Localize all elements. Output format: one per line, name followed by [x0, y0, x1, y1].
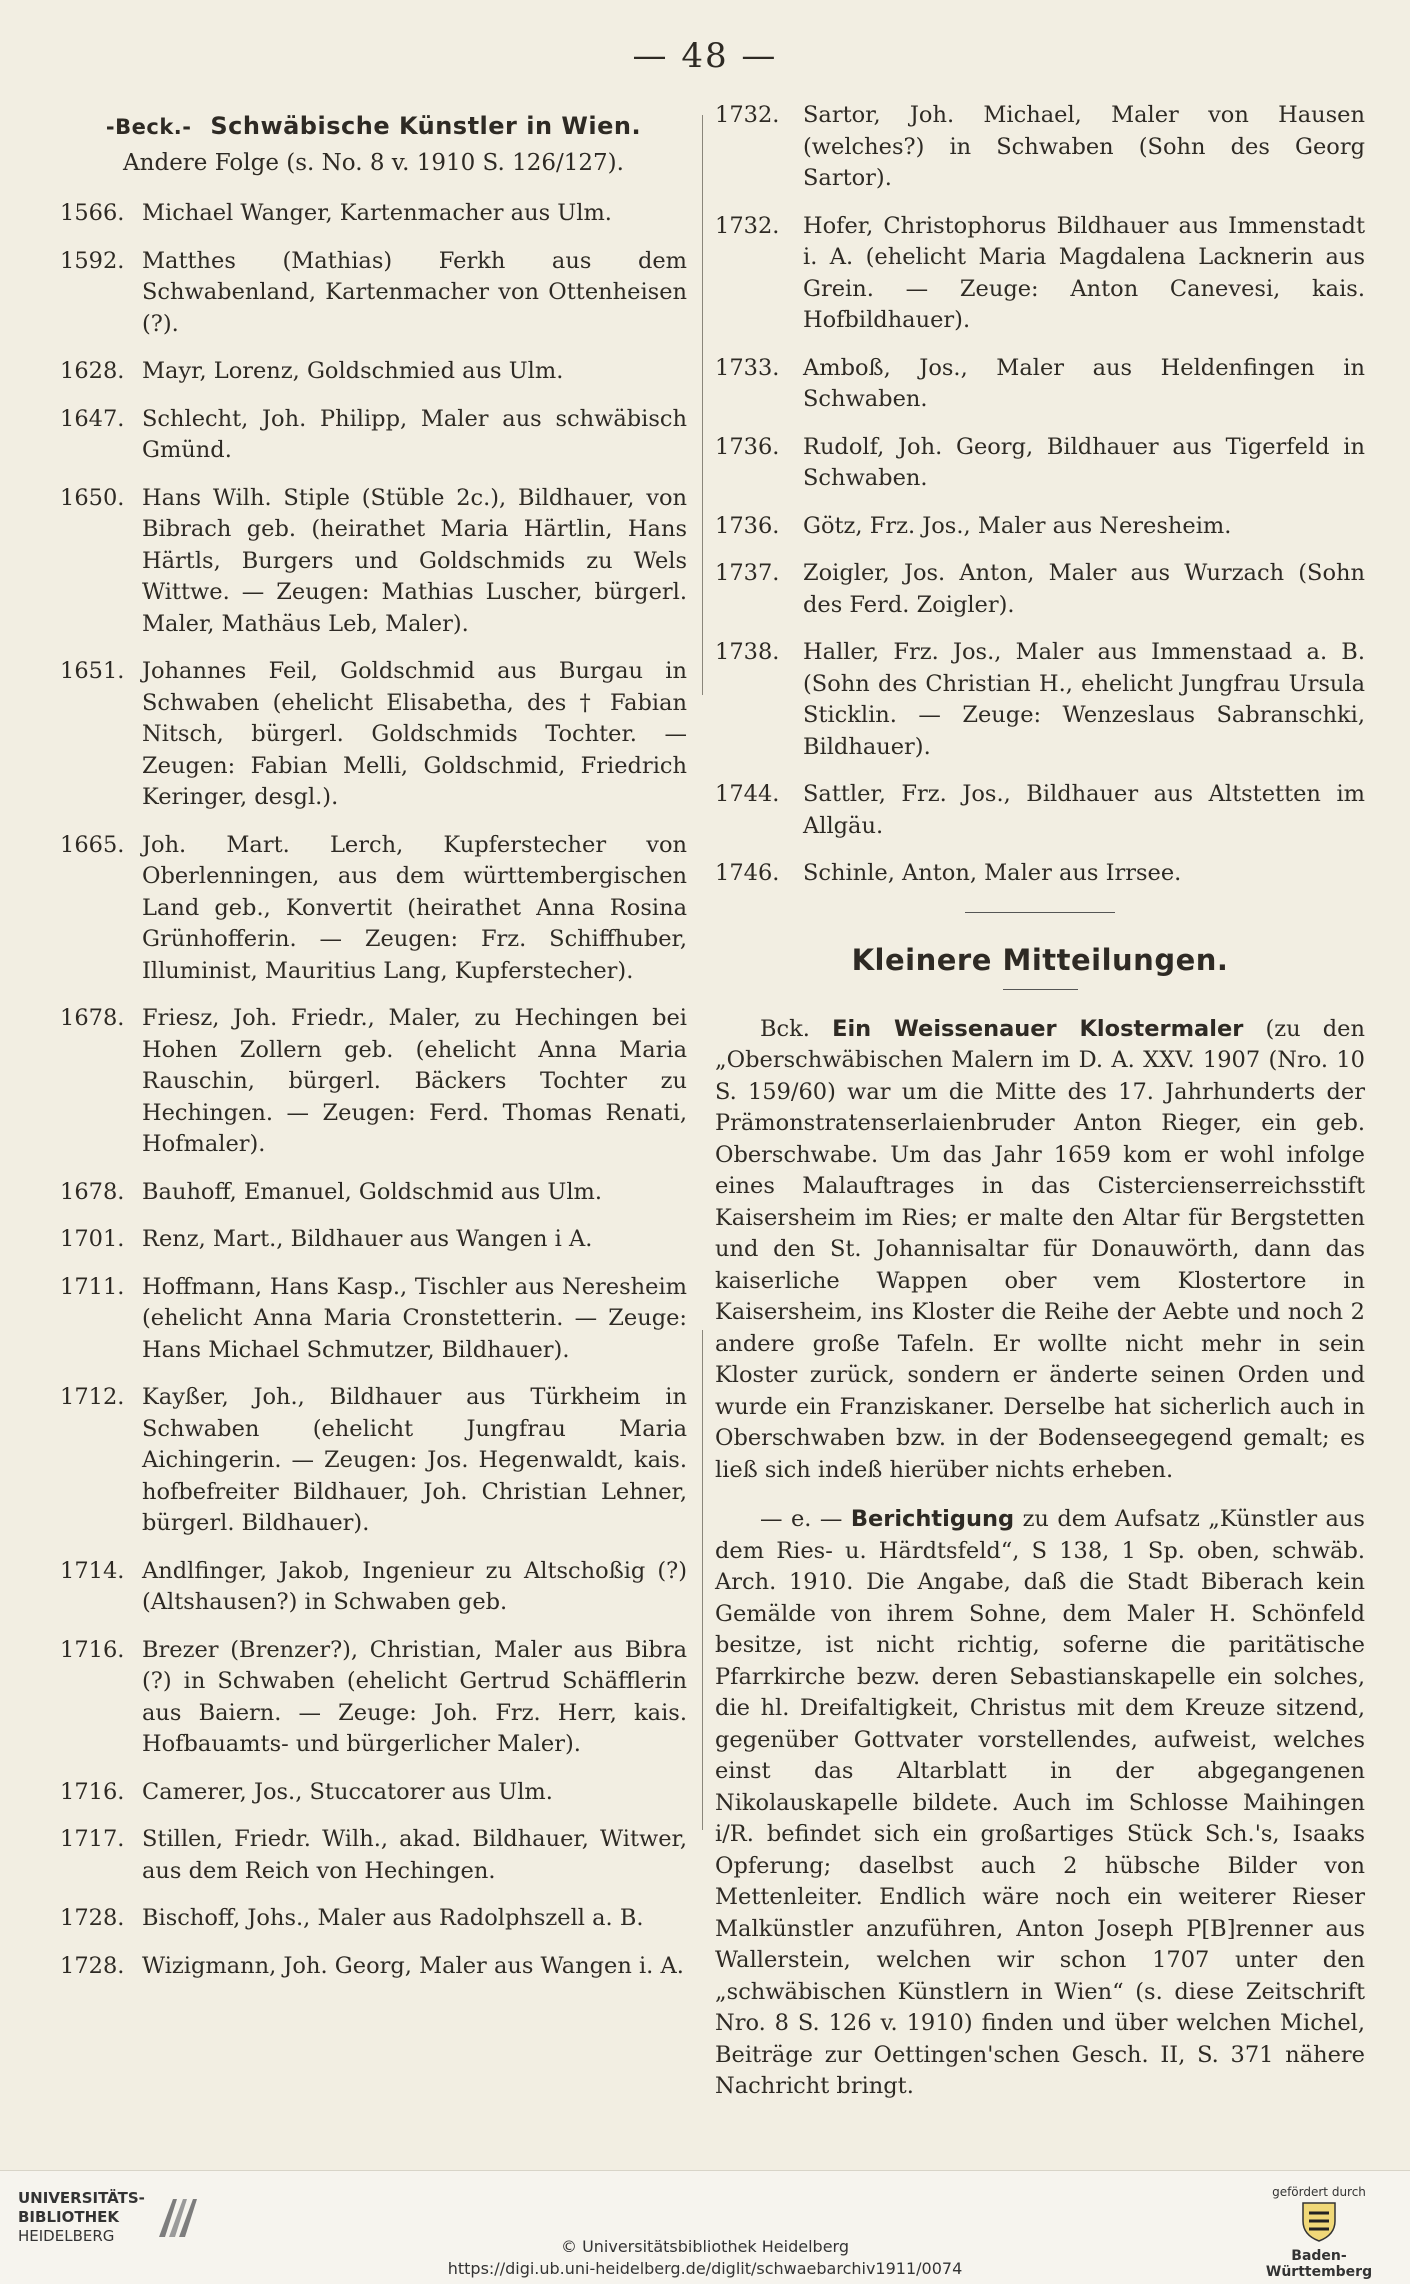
- entry-list: [715, 100, 1365, 890]
- list-item: [715, 353, 1365, 416]
- list-item: [60, 1635, 687, 1761]
- funding-label: gefördert durch: [1272, 2185, 1366, 2199]
- entry-text: Andlfinger, Jakob, Ingenieur zu Altschoßig (?) (Altshausen?) in Schwaben geb.: [142, 1557, 687, 1615]
- list-item: [715, 637, 1365, 763]
- entry-year: 1711.: [60, 1273, 125, 1300]
- list-item: [60, 404, 687, 467]
- notice-body: zu dem Aufsatz „Künstler aus dem Ries- u. Härdtsfeld“, S 138, 1 Sp. oben, schwäb. Arch. 1910. Die Angabe, daß die Stadt Biberach kein Gemälde von ihrem Sohne, dem Maler H. Schönfeld besitze, ist nicht richtig, soferne die paritätische Pfarrkirche bezw. deren Sebastianskapelle ein solches, die hl. Dreifaltigkeit, Christus mit dem Kreuze sitzend, gegenüber Gottvater vorstellendes, aufweist, welches einst das Altarblatt in der abgegangenen Nikolauskapelle bildete. Auch im Schlosse Maihingen i/R. befindet sich ein großartiges Stück Sch.'s, Isaaks Opferung; daselbst auch 2 hübsche Bilder von Mettenleiter. Endlich wäre noch ein weiterer Rieser Malkünstler anzuführen, Anton Joseph P[B]renner aus Wallerstein, welchen wir schon 1707 unter den „schwäbischen Künstlern in Wien“ (s. diese Zeitschrift Nro. 8 S. 126 v. 1910) finden und über welchen Michel, Beiträge zur Oettingen'schen Gesch. II, S. 371 nähere Nachricht bringt.: [715, 1506, 1365, 2099]
- entry-text: Sartor, Joh. Michael, Maler von Hausen (welches?) in Schwaben (Sohn des Georg Sartor).: [803, 102, 1365, 191]
- entry-year: 1628.: [60, 358, 125, 384]
- entry-year: 1717.: [60, 1826, 125, 1852]
- notice-author: Bck.: [760, 1015, 810, 1042]
- left-column: [60, 100, 687, 1998]
- right-column: [715, 100, 1365, 2121]
- entry-text: Hoffmann, Hans Kasp., Tischler aus Neresheim (ehelicht Anna Maria Cronstetterin. — Zeuge: Hans Michael Schmutzer, Bildhauer).: [142, 1273, 687, 1363]
- entry-year: 1665.: [60, 831, 125, 858]
- entry-text: Schlecht, Joh. Philipp, Maler aus schwäbisch Gmünd.: [142, 405, 687, 463]
- entry-text: Sattler, Frz. Jos., Bildhauer aus Altstetten im Allgäu.: [803, 781, 1365, 839]
- entry-year: 1651.: [60, 658, 125, 684]
- entry-year: 1744.: [715, 781, 780, 807]
- entry-text: Hans Wilh. Stiple (Stüble 2c.), Bildhauer, von Bibrach geb. (heirathet Maria Härtlin, Hans Härtls, Burgers und Goldschmids zu Wels Wittwe. — Zeugen: Mathias Luscher, bürgerl. Maler, Mathäus Leb, Maler).: [142, 484, 687, 637]
- library-name-line: BIBLIOTHEK: [18, 2208, 119, 2226]
- entry-year: 1566.: [60, 200, 125, 226]
- funding-badge: [1254, 2185, 1384, 2280]
- entry-text: Bauhoff, Emanuel, Goldschmid aus Ulm.: [142, 1178, 603, 1205]
- entry-year: 1592.: [60, 247, 125, 274]
- page-number: — 48 —: [632, 36, 778, 76]
- column-divider: [702, 1330, 703, 1830]
- entry-text: Renz, Mart., Bildhauer aus Wangen i A.: [142, 1226, 593, 1252]
- list-item: [715, 779, 1365, 842]
- entry-text: Bischoff, Johs., Maler aus Radolphszell a. B.: [142, 1905, 644, 1931]
- list-item: [60, 1903, 687, 1935]
- list-item: [60, 483, 687, 641]
- entry-year: 1738.: [715, 639, 780, 665]
- entry-text: Matthes (Mathias) Ferkh aus dem Schwabenland, Kartenmacher von Ottenheisen (?).: [142, 247, 687, 337]
- list-item: [715, 100, 1365, 195]
- column-divider: [702, 115, 703, 695]
- section-rule: [1003, 989, 1078, 990]
- entry-text: Mayr, Lorenz, Goldschmied aus Ulm.: [142, 358, 564, 384]
- entry-text: Wizigmann, Joh. Georg, Maler aus Wangen i. A.: [142, 1952, 684, 1979]
- entry-year: 1716.: [60, 1636, 125, 1663]
- source-url[interactable]: https://digi.ub.uni-heidelberg.de/diglit/schwaebarchiv1911/0074: [447, 2259, 963, 2278]
- list-item: [60, 1777, 687, 1809]
- entry-text: Rudolf, Joh. Georg, Bildhauer aus Tigerfeld in Schwaben.: [803, 433, 1365, 491]
- entry-text: Schinle, Anton, Maler aus Irrsee.: [803, 860, 1182, 886]
- entry-year: 1714.: [60, 1557, 125, 1584]
- entry-year: 1650.: [60, 484, 125, 511]
- list-item: [60, 830, 687, 988]
- list-item: [60, 1824, 687, 1887]
- entry-text: Zoigler, Jos. Anton, Maler aus Wurzach (Sohn des Ferd. Zoigler).: [803, 560, 1365, 618]
- library-emblem-icon: [155, 2195, 199, 2241]
- list-item: [60, 1382, 687, 1540]
- entry-year: 1678.: [60, 1005, 125, 1031]
- section-title: Kleinere Mitteilungen.: [851, 942, 1229, 977]
- entry-text: Brezer (Brenzer?), Christian, Maler aus Bibra (?) in Schwaben (ehelicht Gertrud Schäfflerin aus Baiern. — Zeuge: Joh. Frz. Herr, kais. Hofbauamts- und bürgerlicher Maler).: [142, 1636, 687, 1757]
- entry-year: 1733.: [715, 354, 780, 381]
- list-item: [60, 1003, 687, 1161]
- notice-body: (zu den „Oberschwäbischen Malern im D. A. XXV. 1907 (Nro. 10 S. 159/60) war um die Mitte des 17. Jahrhunderts der Prämonstratenserlaienbruder Anton Rieger, ein geb. Oberschwabe. Um das Jahr 1659 kom er wohl infolge eines Malauftrages in das Cistercienserreichsstift Kaisersheim im Ries; er malte den Altar für Bergstetten und den St. Johannisaltar für Donauwörth, dann das kaiserliche Wappen ober vem Klostertore in Kaisersheim, ins Kloster die Reihe der Aebte und noch 2 andere große Tafeln. Er wollte nicht mehr in sein Kloster zurück, sondern er änderte seinen Orden und wurde ein Franziskaner. Derselbe hat sicherlich auch in Oberschwaben bzw. in der Bodenseegegend gemalt; es ließ sich indeß hierüber nichts erheben.: [715, 1015, 1365, 1483]
- article-author: -Beck.-: [105, 115, 192, 139]
- entry-text: Michael Wanger, Kartenmacher aus Ulm.: [142, 200, 612, 226]
- funding-state: Baden-Württemberg: [1265, 2248, 1373, 2280]
- list-item: [715, 211, 1365, 337]
- entry-text: Friesz, Joh. Friedr., Maler, zu Hechingen bei Hohen Zollern geb. (ehelicht Anna Maria Rauschin, bürgerl. Bäckers Tochter zu Hechingen. — Zeugen: Ferd. Thomas Renati, Hofmaler).: [142, 1005, 687, 1157]
- entry-text: Amboß, Jos., Maler aus Heldenfingen in Schwaben.: [803, 354, 1365, 412]
- entry-year: 1746.: [715, 860, 780, 886]
- article-title: Schwäbische Künstler in Wien.: [210, 112, 642, 140]
- copyright-notice: © Universitätsbibliothek Heidelberg: [560, 2237, 849, 2256]
- library-name-line: UNIVERSITÄTS-: [18, 2189, 145, 2207]
- list-item: [60, 1272, 687, 1367]
- list-item: [715, 858, 1365, 890]
- notice-paragraph: [715, 1504, 1365, 2103]
- list-item: [60, 1224, 687, 1256]
- list-item: [60, 1951, 687, 1983]
- entry-year: 1736.: [715, 512, 780, 539]
- entry-text: Joh. Mart. Lerch, Kupferstecher von Oberlenningen, aus dem württembergischen Land geb., Konvertit (heirathet Anna Rosina Grünhofferin. — Zeugen: Frz. Schiffhuber, Illuminist, Mauritius Lang, Kupferstecher).: [142, 831, 687, 984]
- entry-year: 1737.: [715, 560, 780, 586]
- entry-year: 1701.: [60, 1226, 125, 1252]
- state-coat-of-arms-icon: [1299, 2199, 1339, 2243]
- entry-year: 1732.: [715, 212, 780, 239]
- list-item: [60, 1177, 687, 1209]
- library-name-line: HEIDELBERG: [18, 2227, 115, 2245]
- list-item: [60, 656, 687, 814]
- entry-text: Haller, Frz. Jos., Maler aus Immenstaad a. B. (Sohn des Christian H., ehelicht Jungfrau Ursula Sticklin. — Zeuge: Wenzeslaus Sabranschki, Bildhauer).: [803, 639, 1365, 760]
- notice-title: Ein Weissenauer Klostermaler: [832, 1015, 1244, 1042]
- section-rule: [965, 912, 1115, 913]
- entry-year: 1647.: [60, 405, 125, 432]
- notice-paragraph: [715, 1014, 1365, 1487]
- list-item: [60, 356, 687, 388]
- notice-title: Berichtigung: [850, 1506, 1015, 1532]
- list-item: [60, 198, 687, 230]
- list-item: [60, 1556, 687, 1619]
- entry-text: Johannes Feil, Goldschmid aus Burgau in Schwaben (ehelicht Elisabetha, des † Fabian Nitsch, bürgerl. Goldschmids Tochter. — Zeugen: Fabian Melli, Goldschmid, Friedrich Keringer, desgl.).: [142, 658, 687, 810]
- list-item: [715, 432, 1365, 495]
- entry-text: Camerer, Jos., Stuccatorer aus Ulm.: [142, 1778, 553, 1805]
- entry-year: 1716.: [60, 1778, 125, 1805]
- notice-author: — e. —: [760, 1506, 843, 1532]
- entry-text: Stillen, Friedr. Wilh., akad. Bildhauer, Witwer, aus dem Reich von Hechingen.: [142, 1826, 687, 1884]
- entry-text: Kayßer, Joh., Bildhauer aus Türkheim in Schwaben (ehelicht Jungfrau Maria Aichingerin. — Zeugen: Jos. Hegenwaldt, kais. hofbefreiter Bildhauer, Joh. Christian Lehner, bürgerl. Bildhauer).: [142, 1384, 687, 1536]
- entry-year: 1678.: [60, 1178, 125, 1205]
- list-item: [60, 246, 687, 341]
- entry-year: 1712.: [60, 1384, 125, 1410]
- notice-list: [715, 1014, 1365, 2103]
- entry-year: 1728.: [60, 1905, 125, 1931]
- entry-list: [60, 198, 687, 1982]
- entry-text: Hofer, Christophorus Bildhauer aus Immenstadt i. A. (ehelicht Maria Magdalena Lacknerin aus Grein. — Zeuge: Anton Canevesi, kais. Hofbildhauer).: [803, 212, 1365, 333]
- list-item: [715, 511, 1365, 543]
- entry-text: Götz, Frz. Jos., Maler aus Neresheim.: [803, 512, 1232, 539]
- article-subheading: Andere Folge (s. No. 8 v. 1910 S. 126/127).: [123, 150, 624, 176]
- entry-year: 1732.: [715, 102, 780, 128]
- entry-year: 1728.: [60, 1952, 125, 1979]
- list-item: [715, 558, 1365, 621]
- entry-year: 1736.: [715, 433, 780, 460]
- footer: [0, 2170, 1410, 2284]
- article-heading: [60, 112, 687, 140]
